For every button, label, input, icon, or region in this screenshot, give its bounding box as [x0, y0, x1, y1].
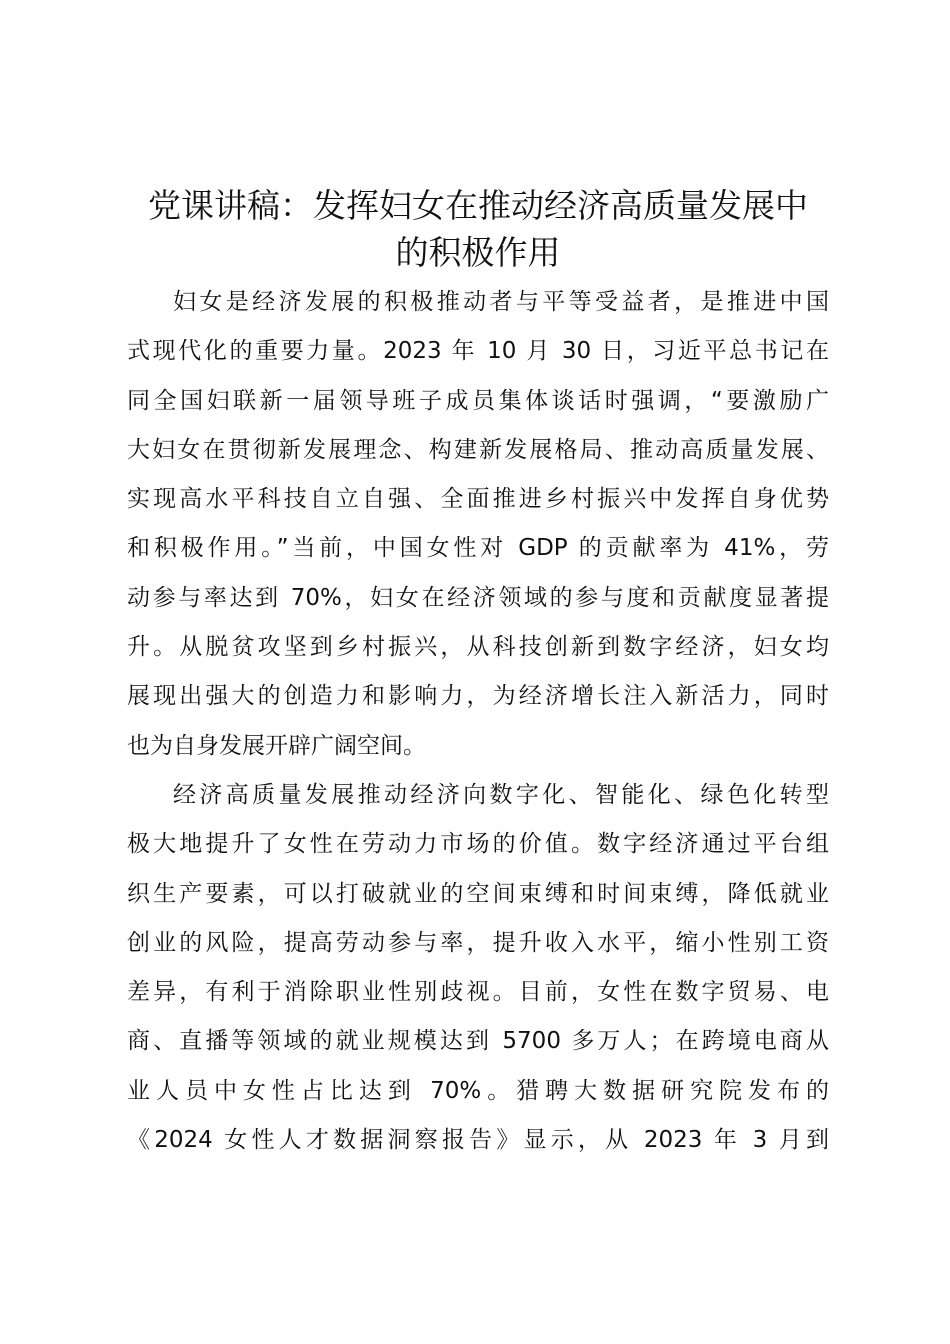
paragraph-1 — [127, 278, 829, 771]
paragraph-line: 升。从脱贫攻坚到乡村振兴，从科技创新到数字经济，妇女均 — [127, 634, 829, 661]
paragraph-line: 也为自身发展开辟广阔空间。 — [127, 732, 426, 759]
paragraph-line: 同全国妇联新一届领导班子成员集体谈话时强调，“要激励广 — [127, 387, 829, 414]
paragraph-line: 经济高质量发展推动经济向数字化、智能化、绿色化转型 — [173, 781, 829, 808]
paragraph-line: 妇女是经济发展的积极推动者与平等受益者，是推进中国 — [173, 289, 829, 315]
title-line-2: 的积极作用 — [395, 233, 561, 272]
paragraph-2 — [127, 771, 829, 1165]
paragraph-line: 和积极作用。”当前，中国女性对 GDP 的贡献率为 41%，劳 — [127, 535, 829, 562]
paragraph-line: 展现出强大的创造力和影响力，为经济增长注入新活力，同时 — [127, 683, 829, 710]
document-body — [127, 278, 829, 1165]
paragraph-line: 实现高水平科技自立自强、全面推进乡村振兴中发挥自身优势 — [127, 486, 829, 513]
paragraph-line: 《2024 女性人才数据洞察报告》显示，从 2023 年 3 月到 — [127, 1127, 829, 1154]
document-title — [123, 182, 833, 276]
paragraph-line: 商、直播等领域的就业规模达到 5700 多万人；在跨境电商从 — [127, 1028, 829, 1055]
paragraph-line: 业人员中女性占比达到 70%。猎聘大数据研究院发布的 — [127, 1077, 829, 1104]
paragraph-line: 动参与率达到 70%，妇女在经济领域的参与度和贡献度显著提 — [127, 584, 829, 611]
paragraph-line: 极大地提升了女性在劳动力市场的价值。数字经济通过平台组 — [127, 831, 829, 858]
paragraph-line: 织生产要素，可以打破就业的空间束缚和时间束缚，降低就业 — [127, 880, 829, 907]
paragraph-line: 大妇女在贯彻新发展理念、构建新发展格局、推动高质量发展、 — [127, 436, 829, 463]
paragraph-line: 创业的风险，提高劳动参与率，提升收入水平，缩小性别工资 — [127, 929, 829, 956]
paragraph-line: 差异，有利于消除职业性别歧视。目前，女性在数字贸易、电 — [127, 979, 829, 1006]
paragraph-line: 式现代化的重要力量。2023 年 10 月 30 日，习近平总书记在 — [127, 338, 829, 365]
title-line-1: 党课讲稿：发挥妇女在推动经济高质量发展中 — [148, 186, 808, 225]
